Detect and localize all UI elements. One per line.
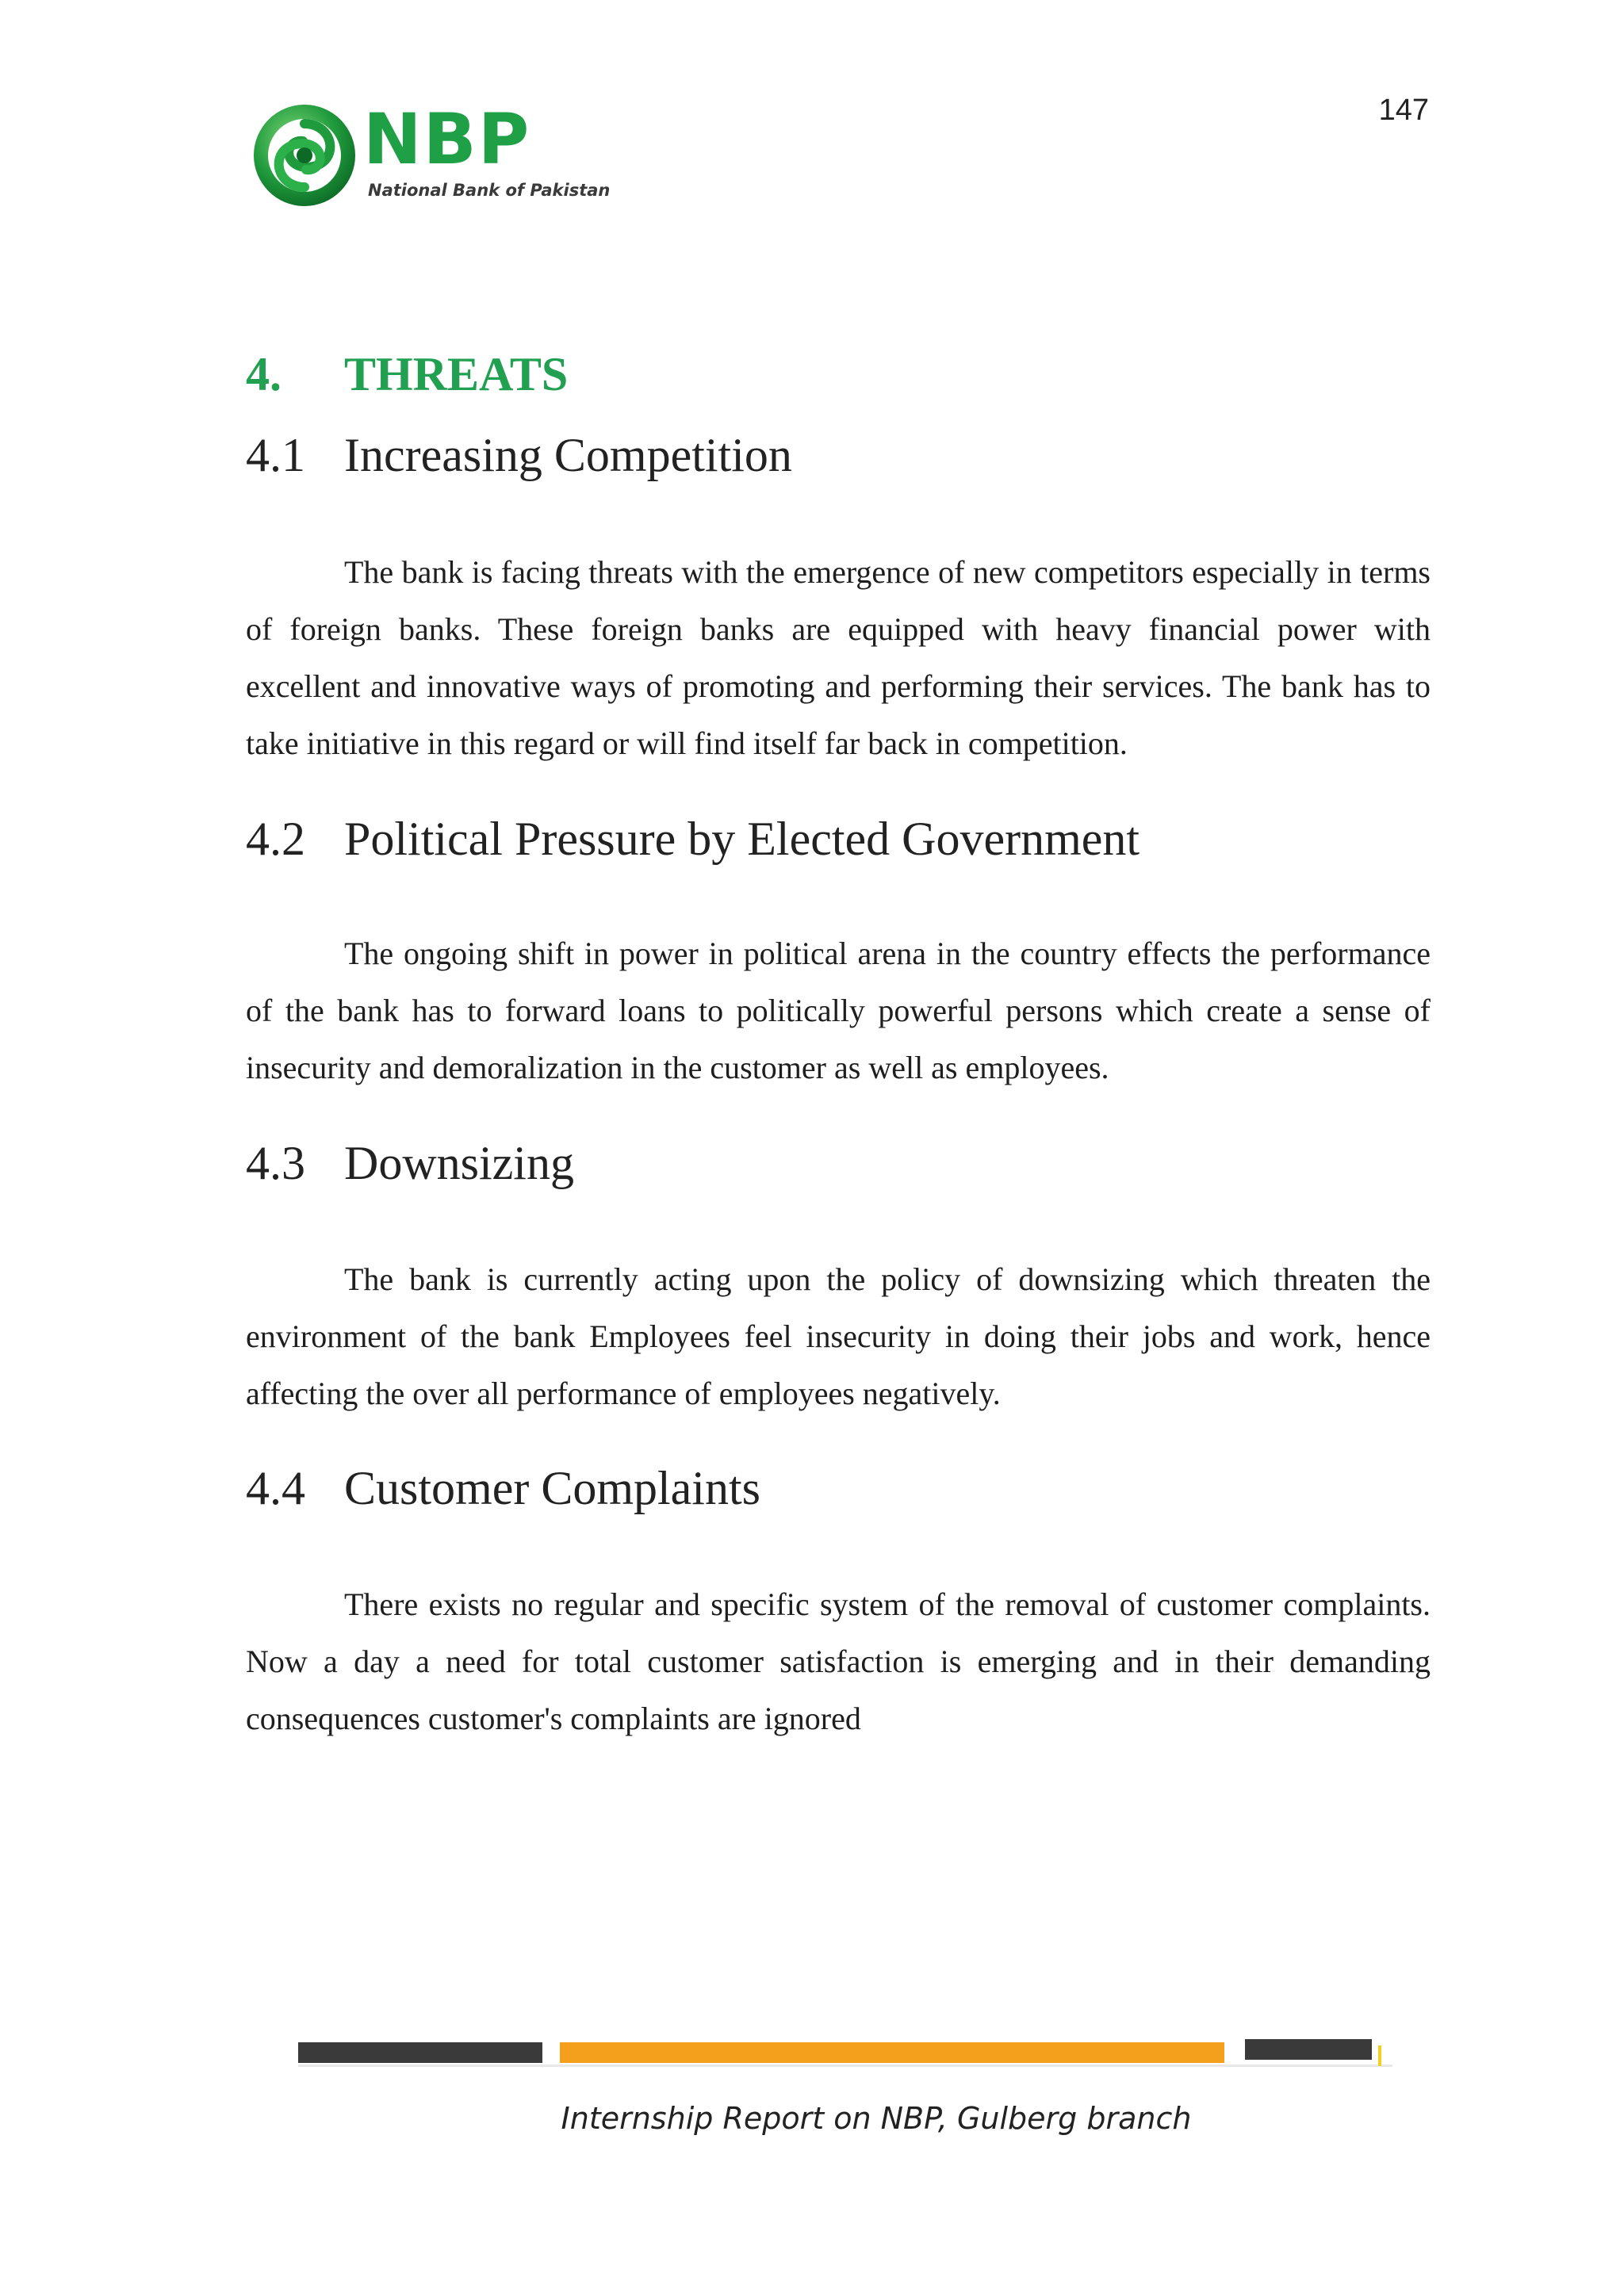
footer-text: Internship Report on NBP, Gulberg branch — [561, 2101, 1192, 2136]
logo-title: NBP — [363, 98, 531, 180]
footer-bar-shadow — [298, 2064, 1392, 2067]
nbp-logo-icon — [249, 100, 360, 211]
section-title: THREATS — [344, 348, 569, 400]
subsection-body-4-1: The bank is facing threats with the emergence of new competitors especially in terms of foreign banks. These foreign banks are equipped with heavy financial power with excellent and innovative ways of promoting and performing their services. The bank has to take initiative in this regard or will find itself far back in competition. — [246, 554, 1431, 761]
footer-bar-dark-right — [1245, 2039, 1372, 2060]
logo-subtitle: National Bank of Pakistan — [368, 181, 611, 200]
subsection-number: 4.1 — [246, 429, 305, 481]
section-number: 4. — [246, 348, 282, 400]
subsection-body-4-2: The ongoing shift in power in political arena in the country effects the performance of the bank has to forward loans to politically powerful persons which create a sense of insecurity and demoralization in the customer as well as employees. — [246, 936, 1431, 1085]
subsection-number: 4.4 — [246, 1462, 305, 1514]
subsection-title: Increasing Competition — [344, 429, 792, 481]
subsection-title: Political Pressure by Elected Government — [344, 813, 1140, 865]
footer-bar-yellow-tick — [1378, 2045, 1381, 2066]
subsection-body-4-3: The bank is currently acting upon the policy of downsizing which threaten the environment of the bank Employees feel insecurity in doing their jobs and work, hence affecting the over all performance of employees negatively. — [246, 1261, 1431, 1411]
subsection-title: Downsizing — [344, 1137, 574, 1189]
subsection-number: 4.2 — [246, 813, 305, 865]
footer-decorative-bars — [298, 2034, 1392, 2082]
nbp-logo — [244, 98, 609, 217]
subsection-body-4-4: There exists no regular and specific system of the removal of customer complaints. Now a day a need for total customer satisfaction is emerging and in their demanding consequences customer's complaints are ignored — [246, 1586, 1431, 1736]
subsection-number: 4.3 — [246, 1137, 305, 1189]
footer-bar-orange — [560, 2042, 1224, 2063]
page-number: 147 — [1378, 94, 1429, 127]
subsection-title: Customer Complaints — [344, 1462, 760, 1514]
footer-bar-dark-left — [298, 2042, 542, 2063]
